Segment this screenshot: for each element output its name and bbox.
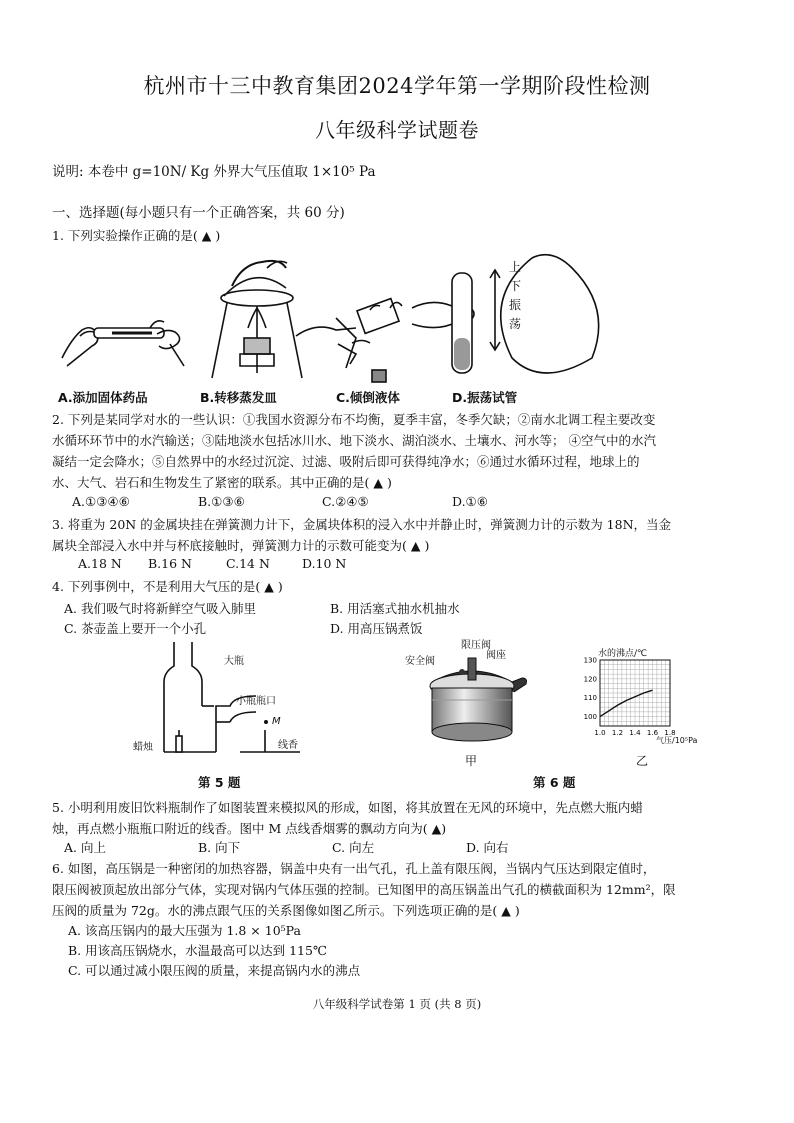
- q2-line-3: 凝结一定会降水；⑤自然界中的水经过沉淀、过滤、吸附后即可获得纯净水；⑥通过水循环过程，地球上的: [52, 454, 640, 469]
- chart-title: 水的沸点/℃: [598, 649, 648, 659]
- q2-option-a: A.①③④⑥: [72, 494, 130, 509]
- figure-d-shake-tube: [412, 255, 599, 373]
- exam-note: 说明: 本卷中 g=10N/ Kg 外界大气压值取 1×10⁵ Pa: [52, 164, 376, 180]
- q1-option-c: C.倾倒液体: [336, 390, 400, 405]
- chart-y-tick-label: 110: [583, 694, 597, 703]
- fig5-label-incense: 线香: [278, 740, 298, 751]
- q3-option-a: A.18 N: [78, 556, 122, 571]
- fig5-label-candle: 蜡烛: [133, 742, 153, 753]
- q6-option-c: C. 可以通过减小限压阀的质量，来提高锅内水的沸点: [68, 963, 361, 978]
- chart-x-tick-label: 1.8: [664, 729, 676, 737]
- fig6-label-yi: 乙: [636, 754, 649, 768]
- q4-option-c: C. 茶壶盖上要开一个小孔: [64, 621, 207, 636]
- chart-x-tick-label: 1.2: [611, 729, 624, 737]
- q2-text: [52, 409, 656, 493]
- fig-d-char-1: 上: [509, 260, 522, 274]
- q2-option-b: B.①③⑥: [198, 494, 245, 509]
- fig6-pressure-cooker: [420, 638, 530, 750]
- q6-option-b: B. 用该高压锅烧水，水温最高可以达到 115℃: [68, 943, 327, 958]
- q1-option-d: D.振荡试管: [452, 390, 518, 405]
- page-footer: 八年级科学试卷第 1 页 (共 8 页): [312, 997, 482, 1011]
- fig5-label-small-mouth: 小瓶瓶口: [236, 696, 276, 707]
- q6-option-a: A. 该高压锅内的最大压强为 1.8 × 10⁵Pa: [68, 923, 301, 938]
- q1-option-a: A.添加固体药品: [58, 390, 148, 405]
- q3-option-b: B.16 N: [148, 556, 192, 571]
- fig5-caption: 第 5 题: [198, 775, 241, 790]
- q2-option-d: D.①⑥: [452, 494, 488, 509]
- fig6-label-limit-valve: 限压阀: [461, 640, 491, 651]
- q5-options: [64, 838, 509, 856]
- q2-options: [72, 494, 488, 509]
- chart-y-tick-label: 130: [583, 656, 597, 665]
- fig6-label-safety-valve: 安全阀: [405, 656, 435, 667]
- q4-option-a: A. 我们吸气时将新鲜空气吸入肺里: [64, 601, 256, 616]
- figure-a-add-solid: [62, 321, 184, 366]
- section-title: 一、选择题(每小题只有一个正确答案，共 60 分): [52, 205, 345, 221]
- q5-option-d: D. 向右: [466, 840, 509, 855]
- q3-option-c: C.14 N: [226, 556, 270, 571]
- q2-line-2: 水循环环节中的水汽输送；③陆地淡水包括冰川水、地下淡水、湖泊淡水、土壤水、河水等； ④空气中的水汽: [52, 433, 656, 448]
- q4-option-b: B. 用活塞式抽水机抽水: [330, 601, 460, 616]
- fig-d-char-4: 荡: [509, 317, 522, 331]
- q6-line-1: 6. 如图，高压锅是一种密闭的加热容器，锅盖中央有一出气孔，孔上盖有限压阀，当锅内气压达到限定值时，: [52, 861, 656, 876]
- q5-text: [52, 797, 643, 839]
- exam-title: 杭州市十三中教育集团2024学年第一学期阶段性检测: [143, 74, 651, 98]
- q5-option-a: A. 向上: [64, 840, 106, 855]
- q5-option-b: B. 向下: [198, 840, 241, 855]
- q6-line-3: 压阀的质量为 72g。水的沸点跟气压的关系图像如图乙所示。下列选项正确的是( ▲ ): [52, 903, 520, 918]
- q6-text: [52, 858, 676, 921]
- q1-stem: 1. 下列实验操作正确的是( ▲ ): [52, 228, 221, 243]
- exam-subtitle: 八年级科学试题卷: [315, 118, 479, 142]
- q5-option-c: C. 向左: [332, 840, 375, 855]
- chart-x-tick-label: 1.0: [594, 729, 606, 737]
- q4-stem: 4. 下列事例中，不是利用大气压的是( ▲ ): [52, 579, 283, 594]
- fig-d-char-3: 振: [509, 298, 522, 312]
- q6-line-2: 限压阀被顶起放出部分气体，实现对锅内气体压强的控制。已知图甲的高压锅盖出气孔的横截面积为 12mm²，限: [52, 882, 676, 897]
- q3-line-2: 属块全部浸入水中并与杯底接触时，弹簧测力计的示数可能变为( ▲ ): [52, 538, 430, 553]
- q3-options: [78, 556, 346, 571]
- q1-option-b: B.转移蒸发皿: [200, 390, 277, 405]
- chart-x-tick-label: 1.4: [629, 729, 641, 737]
- q5-line-1: 5. 小明利用废旧饮料瓶制作了如图装置来模拟风的形成，如图，将其放置在无风的环境中，先点燃大瓶内蜡: [52, 800, 643, 815]
- q5-line-2: 烛，再点燃小瓶瓶口附近的线香。图中 M 点线香烟雾的飘动方向为( ▲): [52, 821, 447, 836]
- q2-option-c: C.②④⑤: [322, 494, 369, 509]
- chart-y-tick-label: 120: [583, 675, 597, 684]
- fig5-label-big-bottle: 大瓶: [224, 656, 244, 667]
- fig6-label-jia: 甲: [465, 754, 478, 768]
- chart-y-tick-label: 100: [583, 713, 597, 722]
- q3-line-1: 3. 将重为 20N 的金属块挂在弹簧测力计下，金属块体积的浸入水中并静止时，弹簧测力计的示数为 18N，当金: [52, 517, 672, 532]
- figure-b-evaporating: [212, 261, 302, 378]
- q4-option-d: D. 用高压锅煮饭: [330, 621, 423, 636]
- fig5-label-point-m: M: [272, 716, 281, 727]
- q3-text: [52, 514, 671, 556]
- fig6-caption: 第 6 题: [533, 775, 576, 790]
- fig-d-char-2: 下: [509, 279, 522, 293]
- q1-figure: [52, 248, 572, 383]
- q2-line-1: 2. 下列是某同学对水的一些认识：①我国水资源分布不均衡，夏季丰富，冬季欠缺；②南水北调工程主要改变: [52, 412, 656, 427]
- chart-x-tick-label: 1.6: [646, 729, 659, 737]
- chart-xlabel: 气压/10⁵Pa: [656, 736, 698, 745]
- q2-line-4: 水、大气、岩石和生物发生了紧密的联系。其中正确的是( ▲ ): [52, 475, 392, 490]
- fig6-label-valve-seat: 阀座: [486, 650, 506, 661]
- q3-option-d: D.10 N: [302, 556, 347, 571]
- figure-c-pour-liquid: [296, 299, 402, 382]
